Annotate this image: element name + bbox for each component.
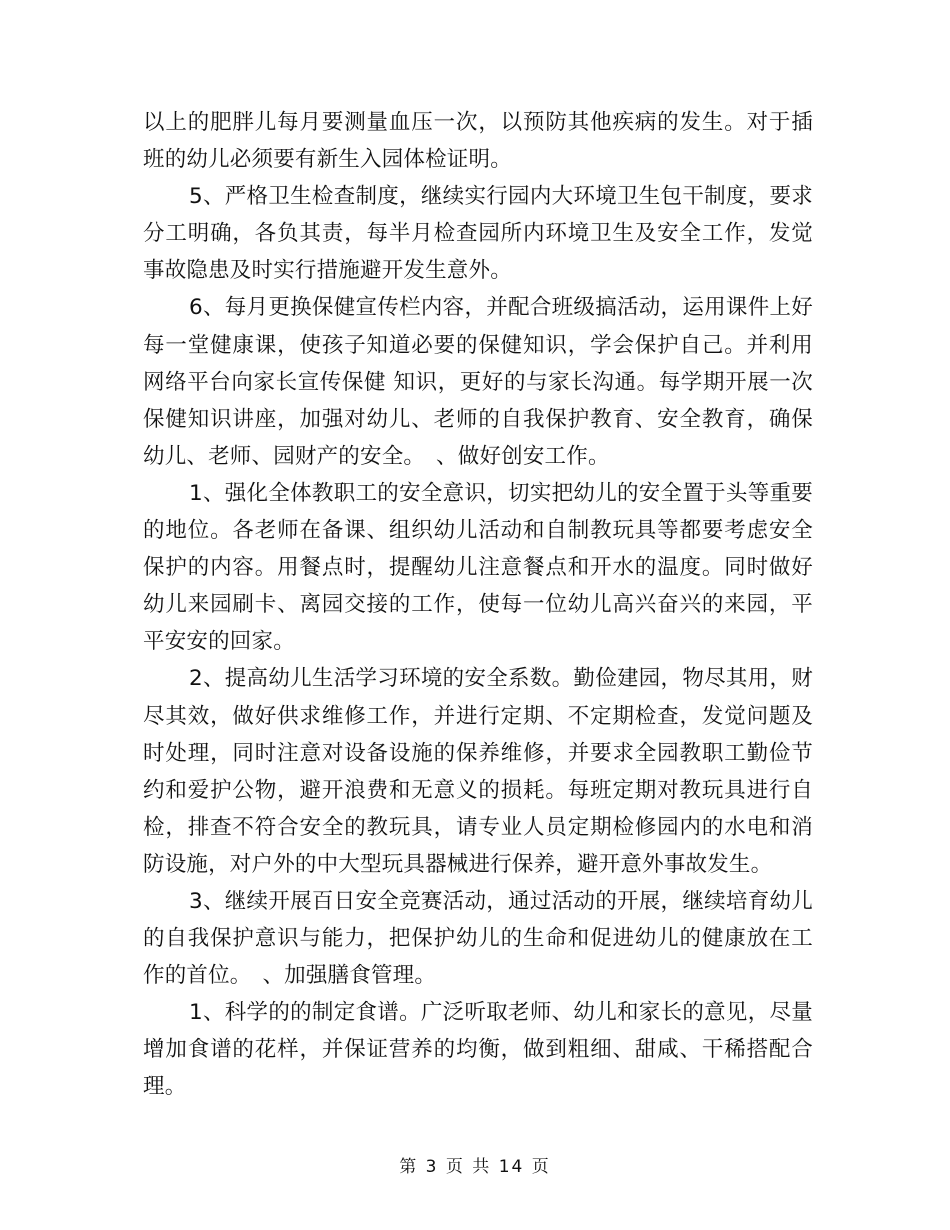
text-line: 防设施，对户外的中大型玩具器械进行保养，避开意外事故发生。 [143, 851, 773, 877]
body-text [143, 104, 813, 1106]
text-line: 保健知识讲座，加强对幼儿、老师的自我保护教育、安全教育，确保 [143, 406, 813, 432]
text-line: 以上的肥胖儿每月要测量血压一次，以预防其他疾病的发生。对于插 [143, 110, 813, 135]
text-line: 的自我保护意识与能力，把保护幼儿的生命和促进幼儿的健康放在工 [143, 926, 813, 952]
text-line: 平安安的回家。 [143, 629, 295, 655]
page-number-footer: 第 3 页 共 14 页 [399, 1157, 551, 1177]
text-line: 增加食谱的花样，并保证营养的均衡，做到粗细、甜咸、干稀搭配合 [143, 1037, 813, 1063]
text-line: 班的幼儿必须要有新生入园体检证明。 [143, 147, 512, 173]
text-line: 网络平台向家长宣传保健 知识，更好的与家长沟通。每学期开展一次 [143, 369, 813, 395]
text-line: 的地位。各老师在备课、组织幼儿活动和自制教玩具等都要考虑安全 [143, 518, 813, 544]
text-line: 2、提高幼儿生活学习环境的安全系数。勤俭建园，物尽其用，财 [189, 666, 813, 692]
text-line: 3、继续开展百日安全竞赛活动，通过活动的开展，继续培育幼儿 [189, 888, 813, 914]
text-line: 检，排查不符合安全的教玩具，请专业人员定期检修园内的水电和消 [143, 814, 813, 840]
text-line: 分工明确，各负其责，每半月检查园所内环境卫生及安全工作，发觉 [143, 221, 813, 247]
text-line: 理。 [143, 1074, 187, 1100]
text-line: 1、科学的的制定食谱。广泛听取老师、幼儿和家长的意见，尽量 [189, 1000, 813, 1026]
text-line: 作的首位。 、加强膳食管理。 [143, 963, 437, 989]
text-line: 尽其效，做好供求维修工作，并进行定期、不定期检查，发觉问题及 [143, 703, 813, 729]
text-line: 保护的内容。用餐点时，提醒幼儿注意餐点和开水的温度。同时做好 [143, 555, 813, 581]
text-line: 幼儿来园刷卡、离园交接的工作，使每一位幼儿高兴奋兴的来园，平 [143, 592, 813, 618]
text-line: 时处理，同时注意对设备设施的保养维修，并要求全园教职工勤俭节 [143, 740, 813, 766]
text-line: 约和爱护公物，避开浪费和无意义的损耗。每班定期对教玩具进行自 [143, 777, 813, 803]
text-line: 5、严格卫生检查制度，继续实行园内大环境卫生包干制度，要求 [189, 184, 813, 210]
text-line: 每一堂健康课，使孩子知道必要的保健知识，学会保护自己。并利用 [143, 332, 813, 358]
text-line: 1、强化全体教职工的安全意识，切实把幼儿的安全置于头等重要 [189, 480, 813, 506]
text-line: 幼儿、老师、园财产的安全。 、做好创安工作。 [143, 443, 610, 469]
text-line: 6、每月更换保健宣传栏内容，并配合班级搞活动，运用课件上好 [189, 295, 813, 321]
text-line: 事故隐患及时实行措施避开发生意外。 [143, 258, 512, 284]
